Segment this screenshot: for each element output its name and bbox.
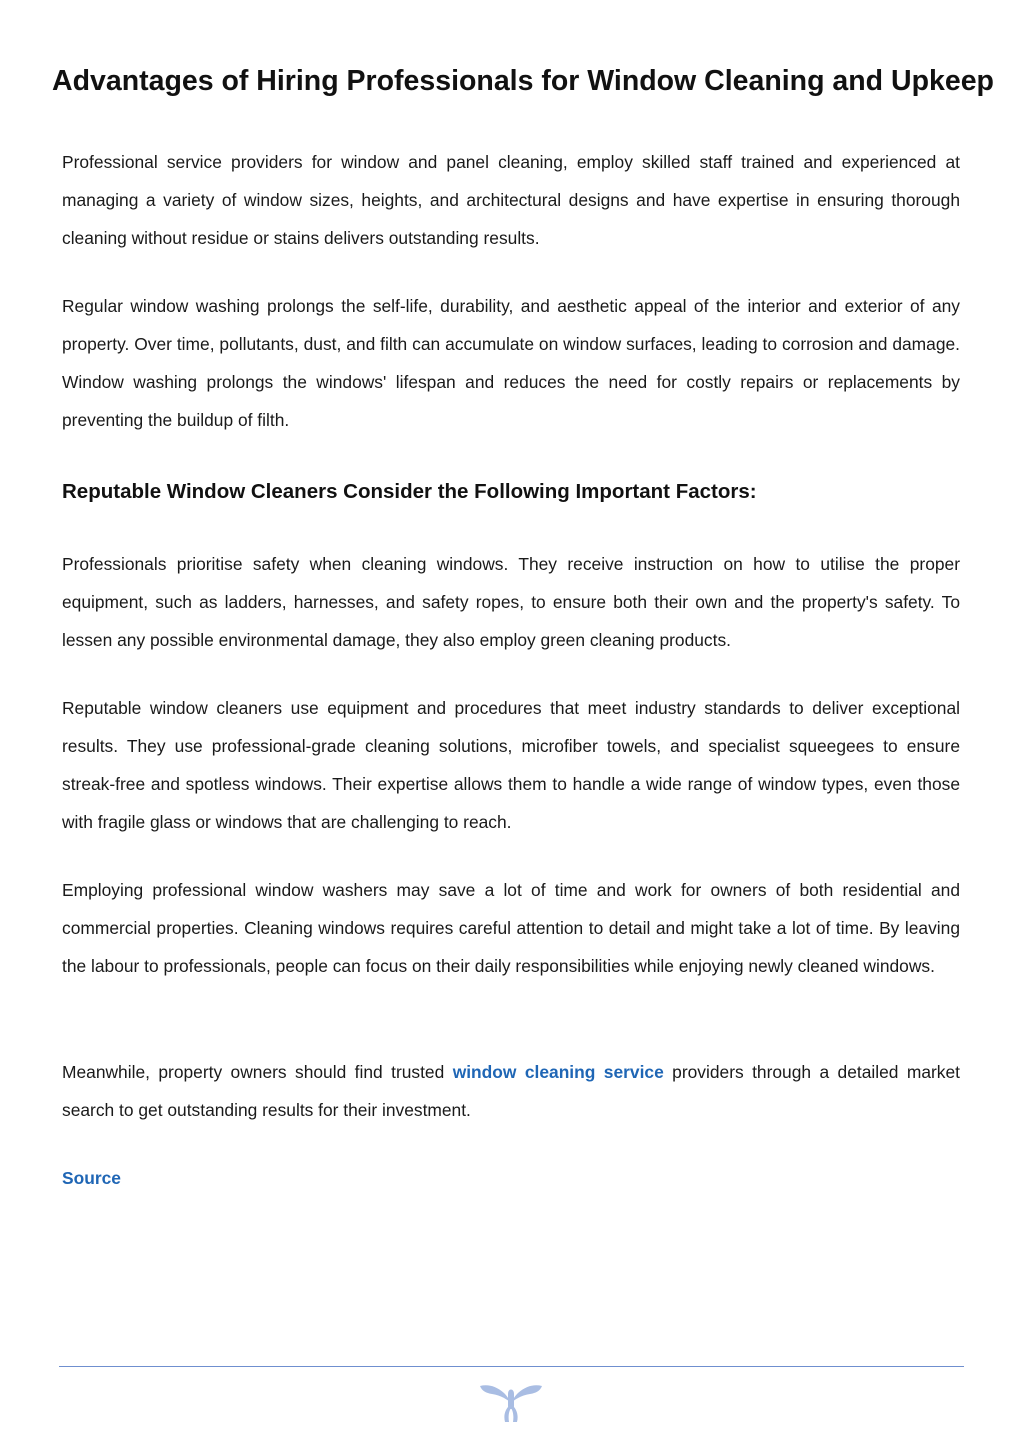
source-link[interactable]: Source <box>62 1168 121 1188</box>
intro-paragraph-1: Professional service providers for window and panel cleaning, employ skilled staff trained and experienced at managing a variety of window sizes, heights, and architectural designs and have expertise in ensuring thorough cleaning without residue or stains delivers outstanding results. <box>62 152 960 248</box>
section-paragraph-time: Employing professional window washers may save a lot of time and work for owners of both residential and commercial properties. Cleaning windows requires careful attention to detail and might take a lot of time. By leaving the labour to professionals, people can focus on their daily responsibilities while enjoying newly cleaned windows. <box>62 880 960 976</box>
section-paragraph-safety: Professionals prioritise safety when cleaning windows. They receive instruction on how to utilise the proper equipment, such as ladders, harnesses, and safety ropes, to ensure both their own and the property's safety. To lessen any possible environmental damage, they also employ green cleaning products. <box>62 554 960 650</box>
section-paragraph-equipment: Reputable window cleaners use equipment and procedures that meet industry standards to deliver exceptional results. They use professional-grade cleaning solutions, microfiber towels, and specialist squeegees to ensure streak-free and spotless windows. Their expertise allows them to handle a wide range of window types, even those with fragile glass or windows that are challenging to reach. <box>62 698 960 832</box>
stylized-plant-logo-icon <box>478 1380 544 1424</box>
closing-paragraph <box>62 1053 960 1129</box>
closing-text-before-link: Meanwhile, property owners should find trusted <box>62 1062 453 1082</box>
closing-text-after-link: providers through a detailed market search to get outstanding results for their investment. <box>62 1062 960 1120</box>
window-cleaning-service-link[interactable]: window cleaning service <box>452 1062 664 1082</box>
footer-divider <box>59 1366 964 1367</box>
intro-paragraph-2: Regular window washing prolongs the self-life, durability, and aesthetic appeal of the interior and exterior of any property. Over time, pollutants, dust, and filth can accumulate on window surfaces, leading to corrosion and damage. Window washing prolongs the windows' lifespan and reduces the need for costly repairs or replacements by preventing the buildup of filth. <box>62 296 960 430</box>
document-title: Advantages of Hiring Professionals for Window Cleaning and Upkeep <box>52 65 994 97</box>
section-heading: Reputable Window Cleaners Consider the Following Important Factors: <box>62 480 757 503</box>
